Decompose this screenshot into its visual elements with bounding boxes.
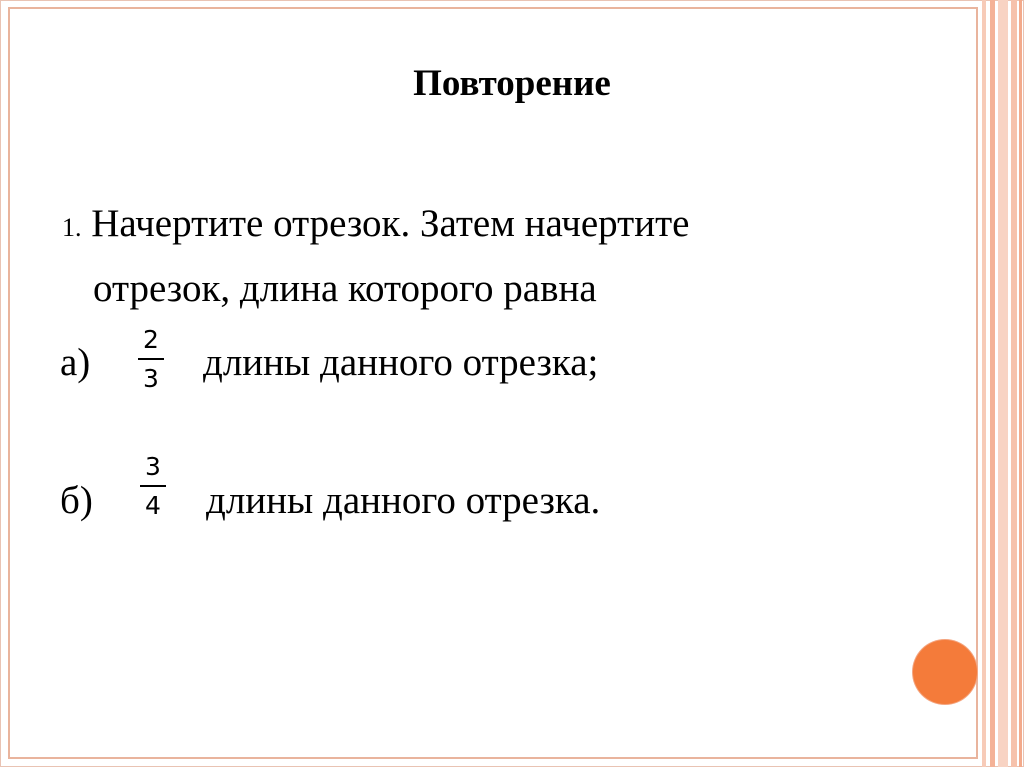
- item-a-label: [60, 340, 90, 385]
- item-b-text: [206, 478, 600, 523]
- fraction-numerator: 3: [145, 452, 161, 481]
- slide-title-text: Повторение: [413, 63, 611, 104]
- decor-stripe: [1019, 0, 1022, 767]
- task-line-1: [62, 201, 689, 246]
- slide-title: [0, 62, 1024, 105]
- decor-stripe: [1011, 0, 1017, 767]
- fraction-denominator: 3: [143, 364, 159, 393]
- item-label: б): [60, 479, 93, 522]
- item-b-label: [60, 478, 93, 523]
- decor-stripe: [982, 0, 986, 767]
- fraction-denominator: 4: [145, 491, 161, 520]
- item-a-fraction: [136, 327, 166, 391]
- item-text: длины данного отрезка;: [203, 341, 599, 384]
- decor-stripe: [990, 0, 995, 767]
- item-b-fraction: [138, 454, 168, 518]
- task-number: 1.: [62, 213, 82, 242]
- item-label: а): [60, 341, 91, 384]
- task-text-line-2: отрезок, длина которого равна: [93, 267, 597, 310]
- task-text-line-1: Начертите отрезок. Затем начертите: [91, 202, 690, 245]
- decor-circle: [913, 640, 977, 704]
- fraction-bar: [140, 485, 166, 487]
- task-line-2: [93, 266, 597, 311]
- decor-stripe: [998, 0, 1008, 767]
- item-text: длины данного отрезка.: [206, 479, 601, 522]
- item-a-text: [203, 340, 598, 385]
- fraction-numerator: 2: [143, 325, 159, 354]
- fraction-bar: [138, 358, 164, 360]
